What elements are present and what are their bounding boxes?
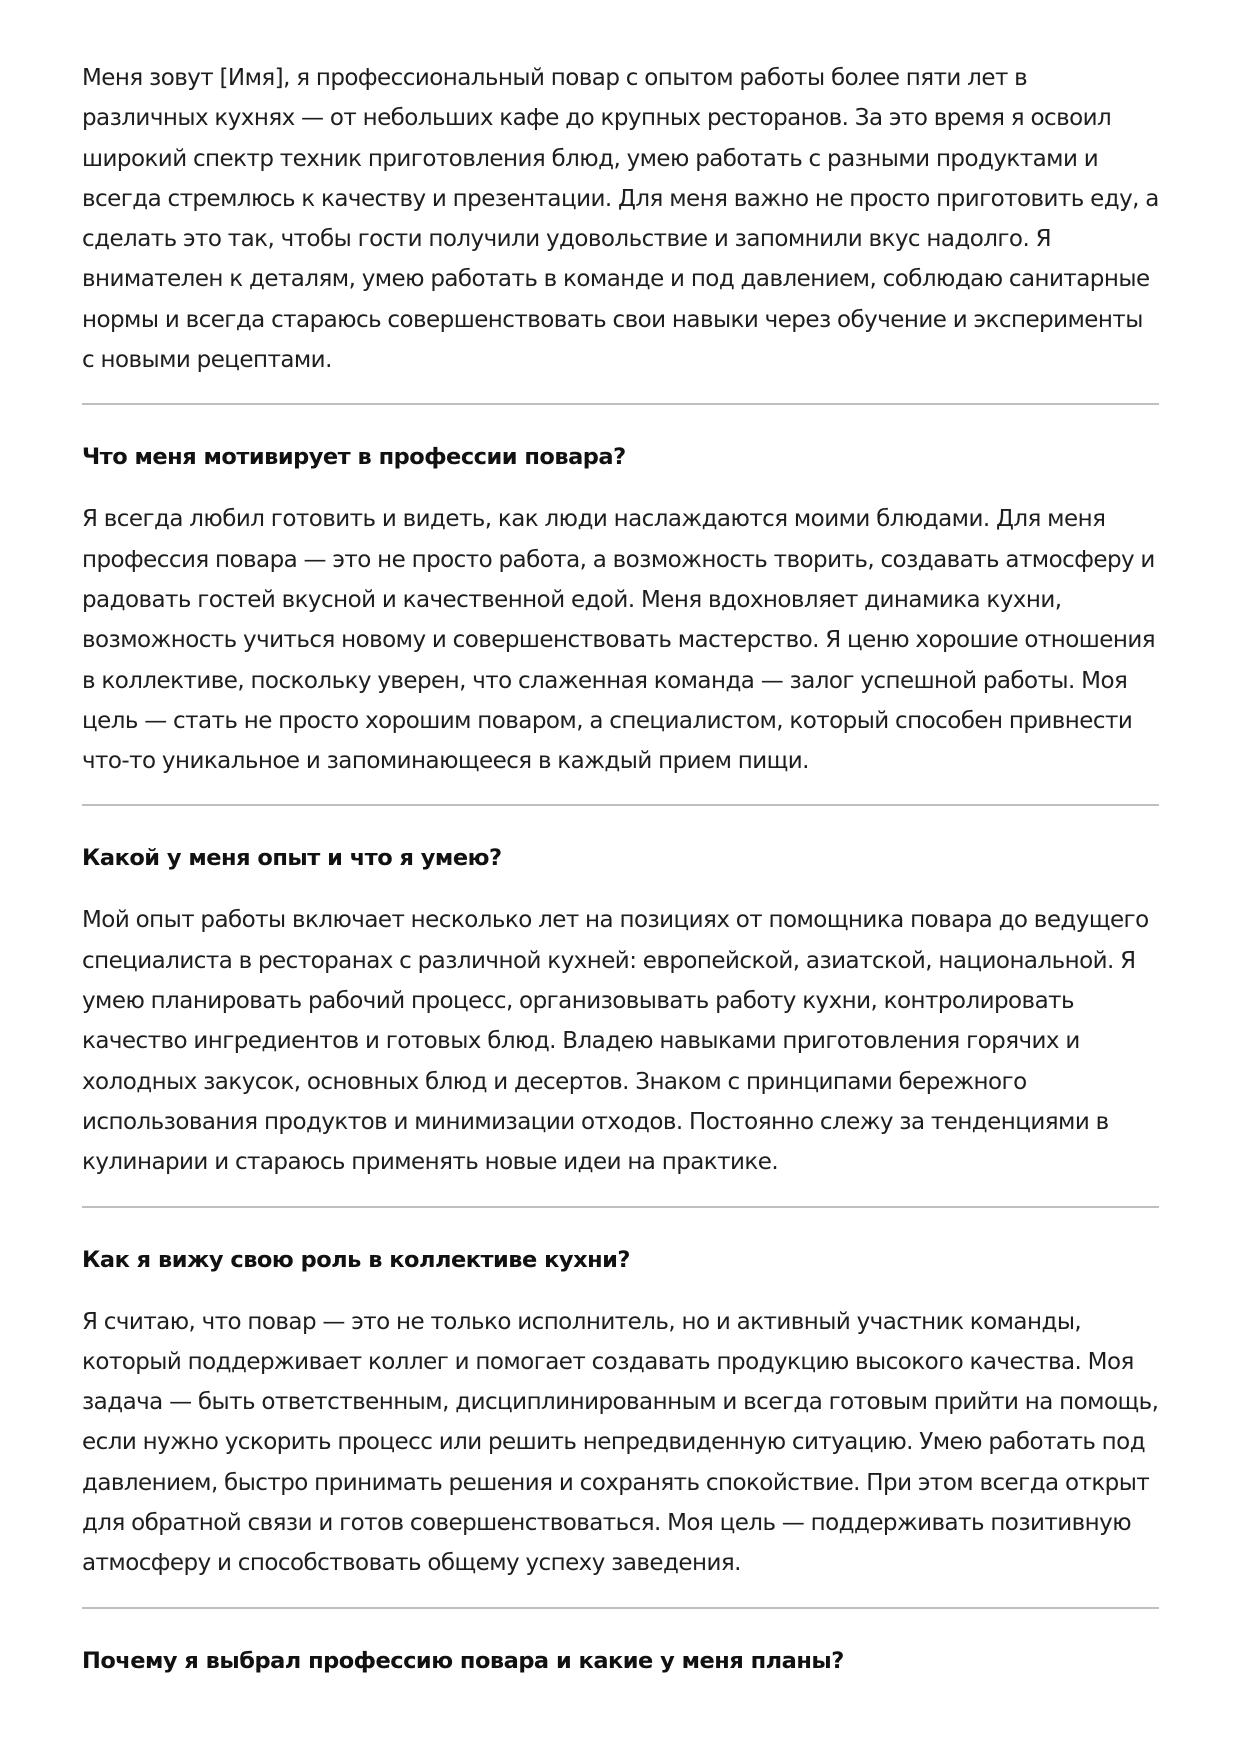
section-divider xyxy=(82,804,1159,806)
section-divider xyxy=(82,1607,1159,1609)
section-heading-team-role: Как я вижу свою роль в коллективе кухни? xyxy=(82,1246,630,1273)
section-text-experience: Мой опыт работы включает несколько лет на позициях от помощника повара до ведущего специалиста в ресторанах с различной кухней: европейской, азиатской, национальной. Я умею планировать рабочий процесс, организовывать работу кухни, контролировать качество ингредиентов и готовых блюд. Владею навыками приготовления горячих и холодных закусок, основных блюд и десертов. Знаком с принципами бережного использования продуктов и минимизации отходов. Постоянно слежу за тенденциями в кулинарии и стараюсь применять новые идеи на практике. xyxy=(82,907,1149,1176)
section-divider xyxy=(82,403,1159,405)
section-text-team-role: Я считаю, что повар — это не только исполнитель, но и активный участник команды, который поддерживает коллег и помогает создавать продукцию высокого качества. Моя задача — быть ответственным, дисциплинированным и всегда готовым прийти на помощь, если нужно ускорить процесс или решить непредвиденную ситуацию. Умею работать под давлением, быстро принимать решения и сохранять спокойствие. При этом всегда открыт для обратной связи и готов совершенствоваться. Моя цель — поддерживать позитивную атмосферу и способствовать общему успеху заведения. xyxy=(82,1308,1159,1577)
intro-paragraph: Меня зовут [Имя], я профессиональный повар с опытом работы более пяти лет в различных кухнях — от небольших кафе до крупных ресторанов. За это время я освоил широкий спектр техник приготовления блюд, умею работать с разными продуктами и всегда стремлюсь к качеству и презентации. Для меня важно не просто приготовить еду, а сделать это так, чтобы гости получили удовольствие и запомнили вкус надолго. Я внимателен к деталям, умею работать в команде и под давлением, соблюдаю санитарные нормы и всегда стараюсь совершенствовать свои навыки через обучение и эксперименты с новыми рецептами. xyxy=(82,65,1159,374)
section-divider xyxy=(82,1206,1159,1208)
section-heading-experience: Какой у меня опыт и что я умею? xyxy=(82,845,502,872)
section-text-motivation: Я всегда любил готовить и видеть, как люди наслаждаются моими блюдами. Для меня профессия повара — это не просто работа, а возможность творить, создавать атмосферу и радовать гостей вкусной и качественной едой. Меня вдохновляет динамика кухни, возможность учиться новому и совершенствовать мастерство. Я ценю хорошие отношения в коллективе, поскольку уверен, что слаженная команда — залог успешной работы. Моя цель — стать не просто хорошим поваром, а специалистом, который способен привнести что-то уникальное и запоминающееся в каждый прием пищи. xyxy=(82,506,1156,775)
section-heading-motivation: Что меня мотивирует в профессии повара? xyxy=(82,444,626,471)
section-heading-plans: Почему я выбрал профессию повара и какие у меня планы? xyxy=(82,1647,844,1674)
